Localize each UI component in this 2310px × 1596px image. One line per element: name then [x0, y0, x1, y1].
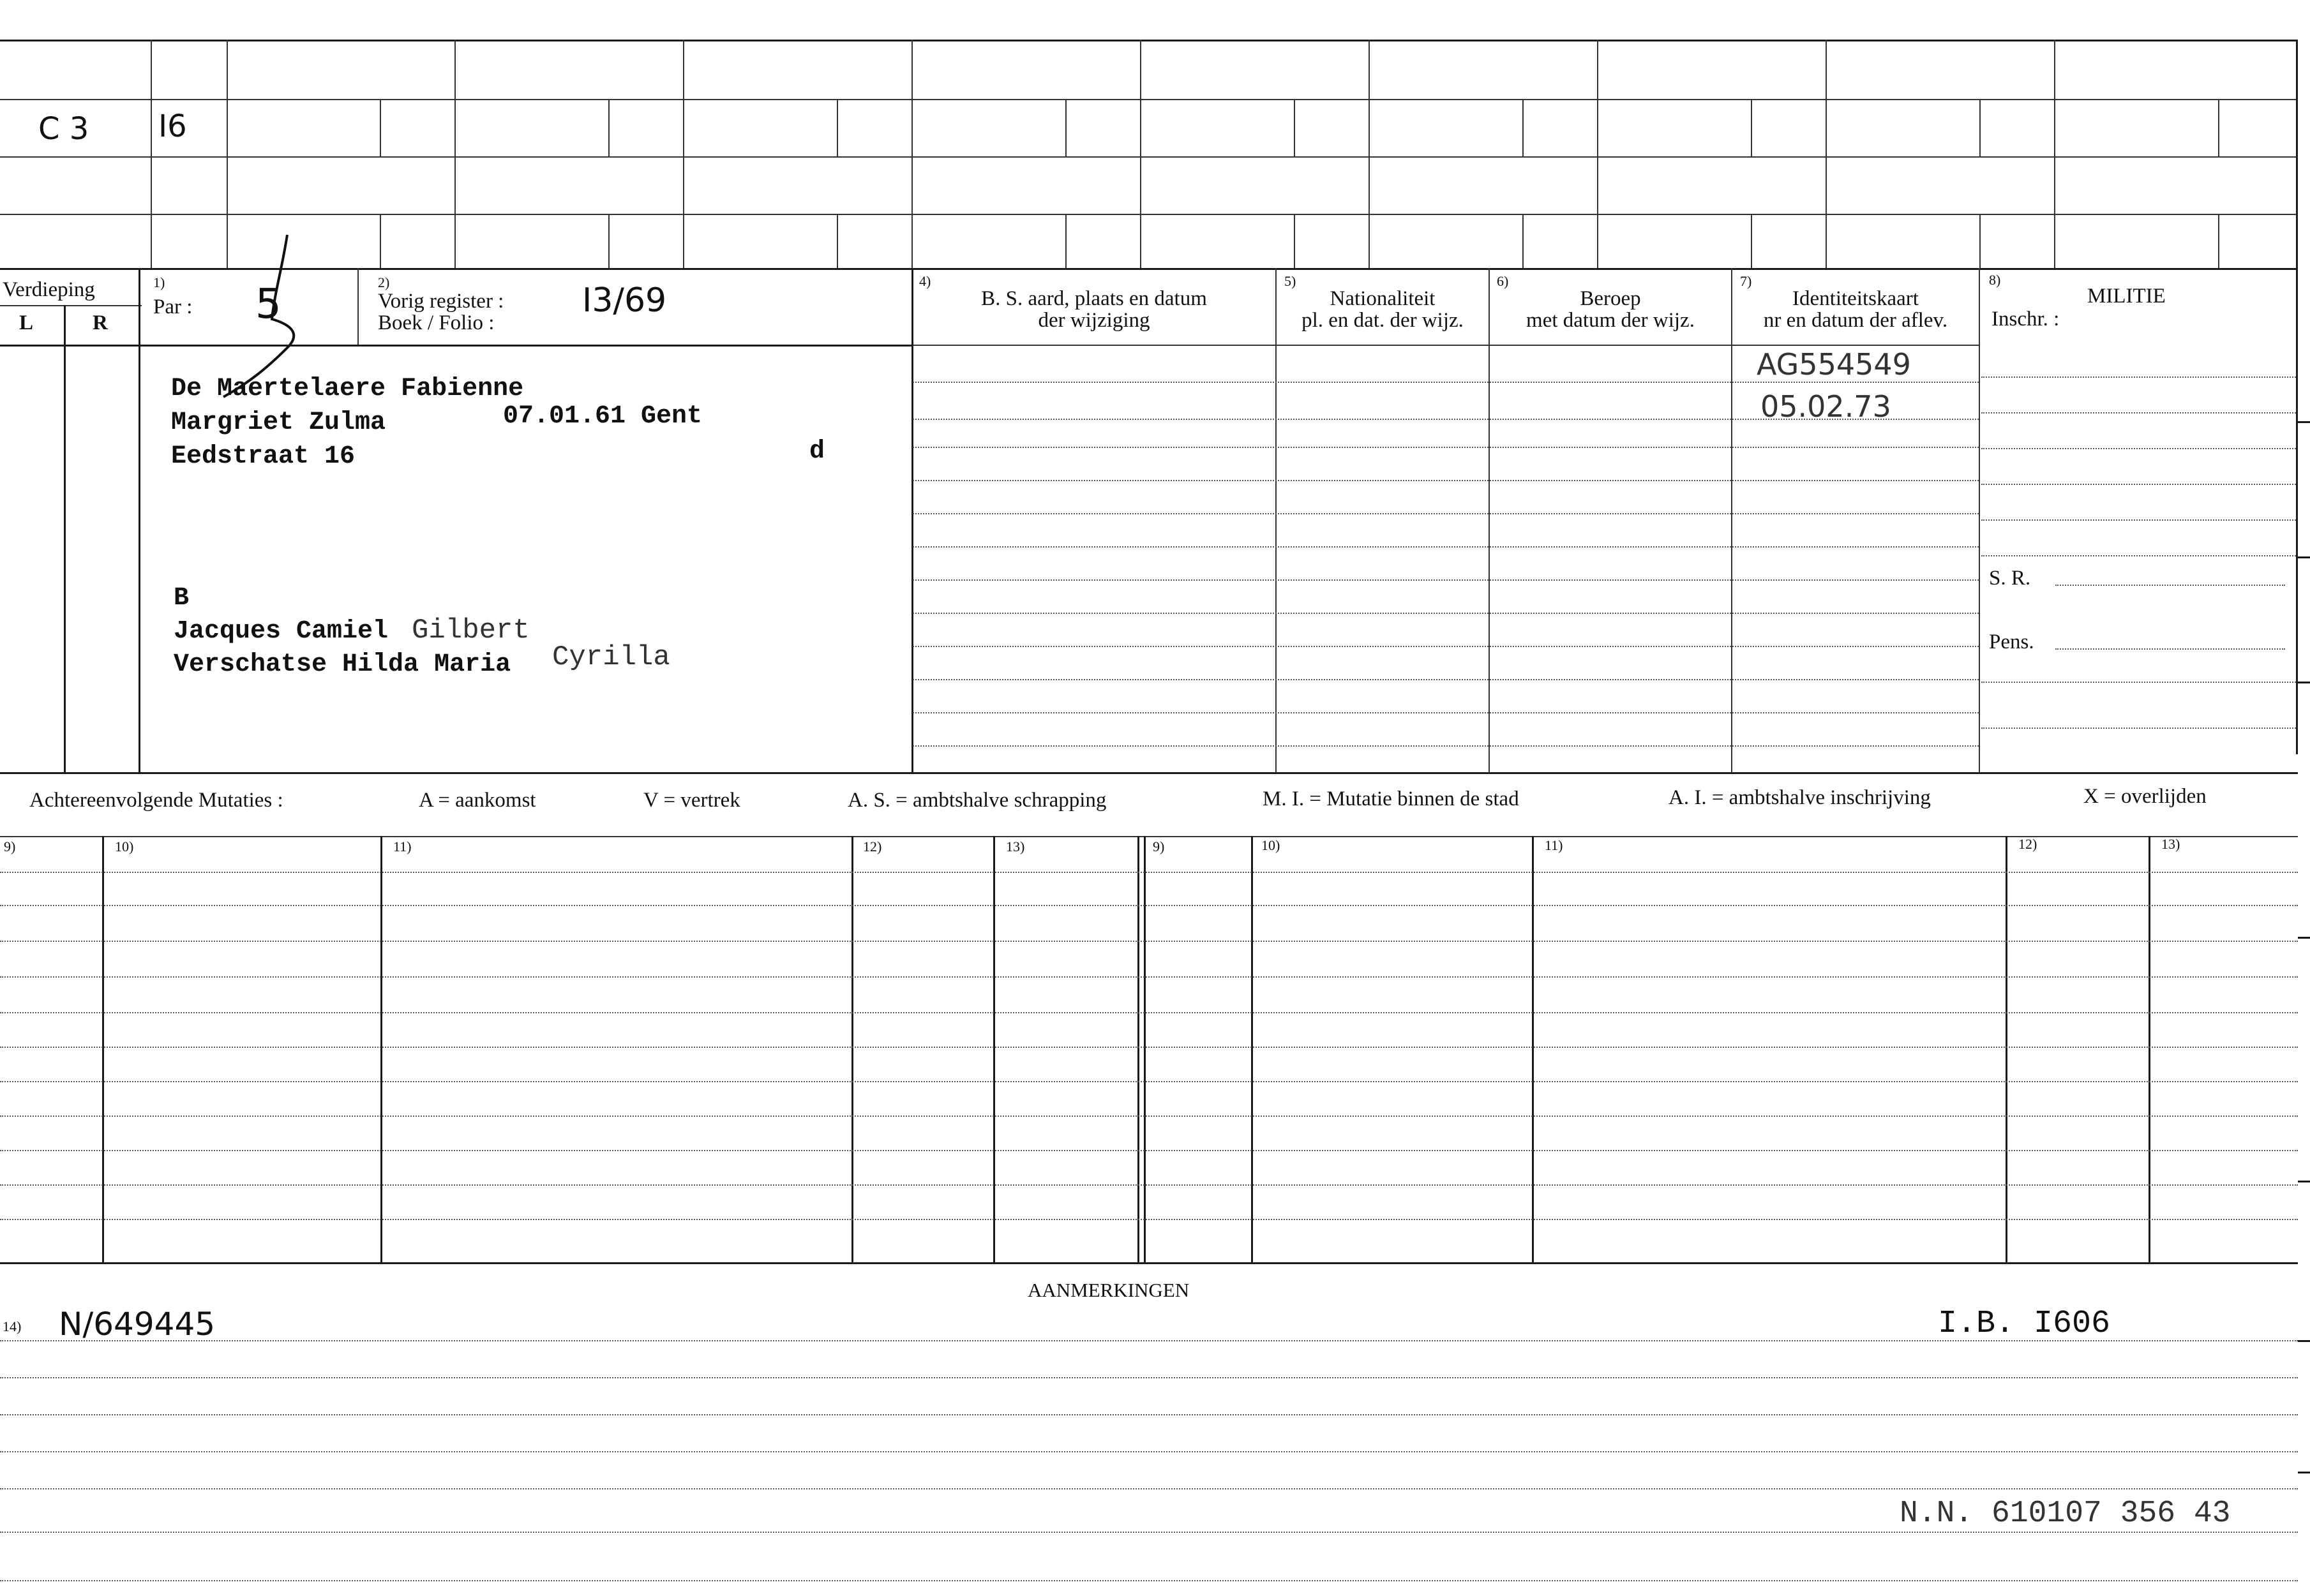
remarks-line: [0, 1451, 2298, 1452]
nationaliteit-label: Nationaliteit: [1330, 287, 1436, 310]
ruled-line: [1981, 448, 2296, 449]
col-line: [357, 268, 359, 345]
grid-sub: [1751, 214, 1752, 268]
grid-line: [0, 214, 2298, 215]
id-card-date: 05.02.73: [1760, 389, 1891, 424]
grid-col: [1140, 40, 1141, 268]
remarks-ref: N/649445: [59, 1306, 216, 1343]
field-number-2: 2): [378, 274, 390, 290]
mut-row-line: [0, 905, 2298, 906]
legend-as: A. S. = ambtshalve schrapping: [848, 789, 1107, 812]
ruled-line: [913, 447, 1979, 448]
father-name-b: Gilbert: [412, 615, 530, 646]
mut-col: [102, 836, 104, 1264]
grid-sub: [380, 214, 381, 268]
legend-a: A = aankomst: [419, 789, 536, 812]
grid-sub: [1979, 99, 1981, 156]
parents-code: B: [174, 584, 190, 613]
remarks-top-line: [0, 1262, 2298, 1264]
grid-col: [454, 40, 456, 268]
mut-row-line: [0, 1012, 2298, 1013]
pens-line: [2055, 648, 2285, 650]
ruled-line: [913, 513, 1979, 514]
top-code: C 3: [38, 111, 89, 147]
remarks-line: [0, 1532, 2298, 1533]
mother-name-a: Verschatse Hilda Maria: [174, 650, 511, 679]
edge-tick: [2298, 937, 2310, 939]
inschr-label: Inschr. :: [1991, 308, 2060, 331]
grid-col: [1369, 40, 1370, 268]
mutations-top-line: [0, 836, 2298, 837]
mut-row-line: [0, 1150, 2298, 1151]
col-line: [1731, 268, 1732, 772]
grid-col: [683, 40, 684, 268]
par-value: 5: [255, 281, 281, 328]
grid-sub: [1522, 99, 1524, 156]
grid-line: [0, 268, 2298, 270]
person-birth: 07.01.61 Gent: [503, 402, 703, 431]
ruled-line: [913, 646, 1979, 647]
header-bottom-line: [913, 345, 1979, 346]
grid-sub: [380, 99, 381, 156]
beroep-sublabel: met datum der wijz.: [1526, 309, 1695, 332]
remarks-line: [0, 1580, 2298, 1581]
sr-line: [2055, 585, 2285, 586]
field-number-5: 5): [1284, 273, 1296, 289]
verdieping-divider: [0, 305, 142, 306]
militie-label: MILITIE: [2087, 285, 2166, 308]
verdieping-label: Verdieping: [3, 278, 95, 301]
field-number-4: 4): [919, 273, 931, 289]
edge-tick: [2298, 1472, 2310, 1473]
grid-sub: [2218, 214, 2219, 268]
ruled-line: [913, 546, 1979, 548]
mut-col-label: 10): [1261, 837, 1280, 853]
mut-col: [2006, 836, 2007, 1264]
col-line-l: [64, 305, 66, 772]
grid-col: [2054, 40, 2055, 268]
mut-col: [380, 836, 382, 1264]
mut-row-line: [0, 976, 2298, 978]
ruled-line: [1981, 682, 2296, 683]
grid-sub: [1065, 99, 1067, 156]
identiteitskaart-label: Identiteitskaart: [1792, 287, 1919, 310]
remarks-ib: I.B. I606: [1938, 1306, 2111, 1342]
identiteitskaart-sublabel: nr en datum der aflev.: [1763, 309, 1948, 332]
mut-col-label: 9): [1153, 839, 1165, 854]
vorig-register-label: Vorig register :: [378, 290, 504, 313]
legend-x: X = overlijden: [2083, 785, 2207, 808]
ruled-line: [913, 712, 1979, 713]
mut-row-line: [0, 1184, 2298, 1186]
right-border: [2296, 40, 2298, 754]
legend-ai: A. I. = ambtshalve inschrijving: [1669, 786, 1931, 809]
grid-sub: [1294, 99, 1295, 156]
mut-col-label: 11): [1545, 837, 1563, 853]
ruled-line: [913, 480, 1979, 481]
grid-sub: [608, 99, 610, 156]
ruled-line: [1981, 519, 2296, 521]
mut-col-label: 13): [2161, 836, 2180, 852]
legend-top-line: [0, 772, 2298, 774]
legend-v: V = vertrek: [643, 789, 740, 812]
mut-col-label: 12): [2018, 836, 2037, 852]
edge-tick: [2298, 1340, 2310, 1342]
mut-row-line: [0, 1115, 2298, 1117]
legend-title: Achtereenvolgende Mutaties :: [29, 789, 283, 812]
par-label: Par :: [153, 295, 193, 318]
mut-row-line: [0, 1081, 2298, 1082]
nationaliteit-sublabel: pl. en dat. der wijz.: [1301, 309, 1464, 332]
mut-col: [851, 836, 853, 1264]
beroep-label: Beroep: [1580, 287, 1641, 310]
mut-col: [1144, 836, 1146, 1264]
grid-col: [911, 40, 913, 268]
boek-folio-label: Boek / Folio :: [378, 311, 495, 334]
grid-sub: [1294, 214, 1295, 268]
grid-col: [1826, 40, 1827, 268]
mut-col-label: 9): [4, 839, 16, 854]
mother-name-b: Cyrilla: [552, 641, 670, 673]
mut-col-label: 10): [115, 839, 134, 854]
remarks-line: [0, 1377, 2298, 1378]
header-bottom-line: [0, 345, 913, 347]
ruled-line: [1981, 727, 2296, 729]
sr-label: S. R.: [1989, 567, 2031, 590]
edge-tick: [2298, 1181, 2310, 1182]
pens-label: Pens.: [1989, 630, 2034, 653]
grid-sub: [837, 214, 838, 268]
grid-sub: [837, 99, 838, 156]
mut-col-label: 12): [863, 839, 882, 854]
field-number-1: 1): [153, 274, 165, 290]
remarks-line: [0, 1488, 2298, 1489]
ruled-line: [913, 579, 1979, 581]
r-label: R: [93, 311, 108, 334]
legend-mi: M. I. = Mutatie binnen de stad: [1263, 787, 1519, 810]
col-line: [1275, 268, 1277, 772]
vorig-register-value: I3/69: [582, 281, 667, 320]
grid-sub: [1979, 214, 1981, 268]
grid-sub: [2218, 99, 2219, 156]
grid-line: [0, 99, 2298, 100]
edge-tick: [2298, 682, 2310, 683]
field-number-7: 7): [1740, 273, 1752, 289]
grid-col: [1597, 40, 1598, 268]
mut-row-line: [0, 1047, 2298, 1048]
ruled-line: [1981, 377, 2296, 378]
grid-line: [0, 156, 2298, 158]
ruled-line: [913, 613, 1979, 614]
ruled-line: [1981, 484, 2296, 485]
form-top-border: [0, 40, 2298, 41]
field-number-8: 8): [1989, 272, 2001, 288]
person-name-line1: De Maertelaere Fabienne: [171, 375, 524, 403]
national-number: N.N. 610107 356 43: [1900, 1496, 2231, 1531]
grid-col: [151, 40, 152, 268]
bs-label-line2: der wijziging: [1038, 309, 1150, 332]
field-number-14: 14): [3, 1318, 22, 1334]
l-label: L: [19, 311, 34, 334]
mut-col: [993, 836, 995, 1264]
mut-col: [2149, 836, 2150, 1264]
grid-sub: [1751, 99, 1752, 156]
mut-col-label: 13): [1006, 839, 1025, 854]
remarks-title: AANMERKINGEN: [1028, 1279, 1190, 1301]
mut-col: [1251, 836, 1253, 1264]
top-number: I6: [158, 108, 187, 144]
remarks-line: [0, 1340, 2298, 1341]
mut-col: [1532, 836, 1534, 1264]
grid-sub: [608, 214, 610, 268]
col-line: [911, 268, 913, 772]
field-number-6: 6): [1497, 273, 1509, 289]
col-line: [1979, 268, 1980, 772]
mut-col-label: 11): [393, 839, 412, 854]
ruled-line: [1981, 555, 2296, 556]
grid-sub: [1522, 214, 1524, 268]
mut-row-line: [0, 872, 2298, 873]
ruled-line: [913, 679, 1979, 680]
mut-col: [1137, 836, 1139, 1264]
col-line: [1489, 268, 1490, 772]
person-address: Eedstraat 16: [171, 442, 356, 471]
grid-sub: [1065, 214, 1067, 268]
edge-tick: [2298, 556, 2310, 558]
person-marker: d: [809, 437, 825, 466]
edge-tick: [2298, 421, 2310, 423]
mut-row-line: [0, 1219, 2298, 1220]
mut-row-line: [0, 941, 2298, 942]
ruled-line: [913, 382, 1979, 383]
ruled-line: [913, 745, 1979, 747]
father-name-a: Jacques Camiel: [174, 617, 389, 646]
id-card-number: AG554549: [1757, 347, 1911, 382]
person-name-line2: Margriet Zulma: [171, 408, 386, 437]
remarks-line: [0, 1414, 2298, 1415]
ruled-line: [1981, 412, 2296, 414]
bs-label-line1: B. S. aard, plaats en datum: [981, 287, 1207, 310]
col-line-r: [139, 268, 140, 772]
